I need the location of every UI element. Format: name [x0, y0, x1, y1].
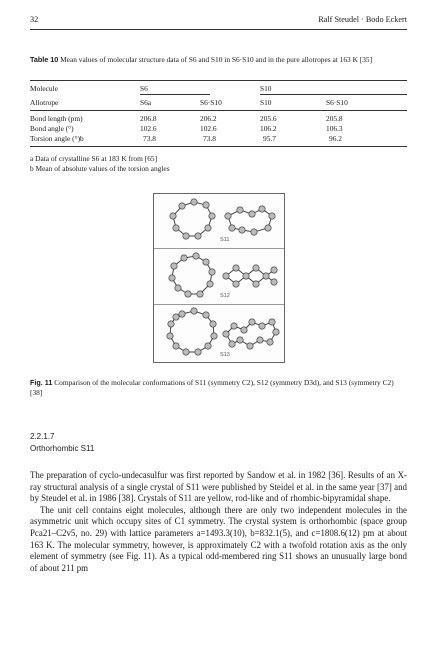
table-header-cell: S6a [140, 98, 152, 107]
table-header-cell: S10 [260, 84, 272, 93]
table-cell: 102.6 [200, 124, 217, 133]
table-cell: 206.8 [140, 114, 157, 123]
s13-molecule-drawing [154, 306, 284, 362]
panel-label-s11: S11 [220, 237, 230, 243]
table-caption-label: Table 10 [30, 55, 59, 64]
table-span-rule-s6 [140, 94, 210, 95]
header-rule [30, 29, 407, 30]
table-caption-text: Mean values of molecular structure data of S6 and S10 in S6·S10 and in the pure allotropes at 163 K [35] [60, 55, 373, 64]
table-header-rule [30, 110, 407, 111]
table-caption [30, 55, 407, 65]
table-cell: 106.2 [260, 124, 277, 133]
table-header-cell: S6·S10 [200, 98, 222, 107]
running-header [30, 15, 407, 27]
body-text [30, 470, 407, 574]
section-number: 2.2.1.7 [30, 432, 55, 441]
table-footnote-b: b Mean of absolute values of the torsion angles [30, 164, 170, 173]
s11-molecule-drawing [154, 194, 284, 248]
body-paragraph-2: The unit cell contains eight molecules, although there are only two independent molecules in the asymmetric unit which occupy sites of C1 symmetry. The crystal system is orthorhombic (space group Pca21–C2v5, no. 29) with lattice parameters a=1493.3(10), b=832.1(5), and c=1808.6(12) pm at about 163 K. The molecular symmetry, however, is approximately C2 with a twofold rotation axis as the only element of symmetry (see Fig. 11). As a typical odd-membered ring S11 shows an unusually large bond of about 211 pm [30, 504, 407, 573]
figure-caption [30, 378, 407, 398]
table-header-cell: Allotrope [30, 98, 59, 107]
section-title: Orthorhombic S11 [30, 444, 95, 453]
figure-caption-text: Comparison of the molecular conformations of S11 (symmetry C2), S12 (symmetry D3d), and S13 (symmetry C2) [38] [30, 378, 394, 397]
table-cell: Bond length (pm) [30, 114, 83, 123]
table-cell: 206.2 [200, 114, 217, 123]
s12-molecule-drawing [154, 250, 284, 304]
figure-panel-s13 [154, 306, 284, 360]
table-header-cell: S6·S10 [326, 98, 348, 107]
table-cell: 102.6 [140, 124, 157, 133]
table-bottom-rule [30, 146, 407, 147]
running-header-authors: Ralf Steudel · Bodo Eckert [318, 15, 407, 24]
panel-label-s13: S13 [220, 352, 230, 358]
table-cell: 106.3 [326, 124, 343, 133]
figure-caption-label: Fig. 11 [30, 378, 53, 387]
table-footnote-a: a Data of crystalline S6 at 183 K from [65] [30, 154, 158, 163]
table-footnotes [30, 154, 407, 174]
figure-panel-s12 [154, 250, 284, 305]
table-cell: 205.8 [326, 114, 343, 123]
page-number: 32 [30, 15, 39, 24]
table-top-rule [30, 80, 407, 81]
molecule-figure [153, 193, 285, 363]
table-cell: 95.7 [263, 134, 276, 143]
table-cell: 73.8 [203, 134, 216, 143]
table-header-cell: S6 [140, 84, 148, 93]
table-span-rule-s10 [260, 94, 407, 95]
table-header-cell: Molecule [30, 84, 58, 93]
table-cell: Bond angle (°) [30, 124, 74, 133]
table-cell: 73.8 [143, 134, 156, 143]
panel-label-s12: S12 [220, 293, 230, 299]
table-cell: Torsion angle (°)b [30, 134, 84, 143]
table-cell: 96.2 [329, 134, 342, 143]
table-cell: 205.6 [260, 114, 277, 123]
body-paragraph-1: The preparation of cyclo-undecasulfur was first reported by Sandow et al. in 1982 [36]. Results of an X-ray structural analysis of a single crystal of S11 were published by Steidel et al. in the same year [37] and by Steudel et al. in 1986 [38]. Crystals of S11 are yellow, rod-like and of rhombic-bipyramidal shape. [30, 470, 407, 504]
table-header-cell: S10 [260, 98, 272, 107]
figure-panel-s11 [154, 194, 284, 249]
